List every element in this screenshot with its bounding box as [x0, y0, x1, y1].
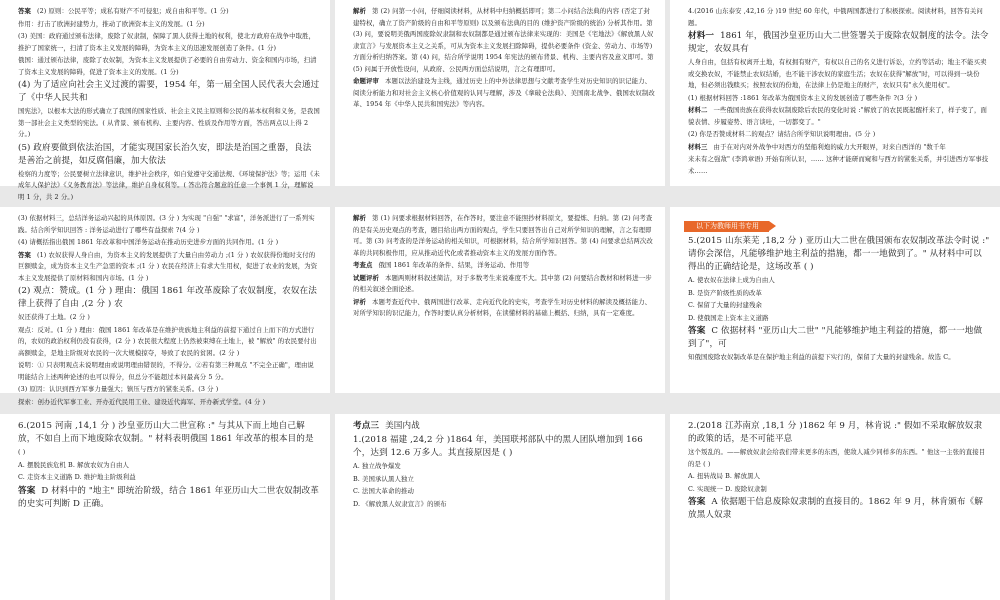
section-tag: 答案	[18, 7, 31, 15]
answer-option	[688, 484, 990, 496]
text-line	[688, 93, 990, 105]
line-text: D. 《解放黑人奴隶宣言》的颁布	[353, 499, 447, 508]
line-text: 人身自由，包括有权离开土地，有权拥有财产，有权以自己的名义进行诉讼，立约等活动；地主不能买卖或交换农奴，不能禁止农奴结婚，也不能干涉农奴的家庭生活；农奴在获得"解放"时，可以得到一块份地，但必须出钱赎买；按照农奴的份地，在法律上仍是地主的财产，农奴只有"永久使用权"。	[688, 58, 987, 89]
line-text: 由于在对内对外战争中对西方的坚船利炮的威力大开眼界，对来自西洋的 "数千年	[713, 142, 946, 151]
section-tag: 答案	[18, 485, 36, 496]
page-panel-1	[0, 0, 330, 201]
line-text: 说明：① 只表明观点未说明理由或说明理由错误的，不得分。②若有第三种观点 "不完全正确"，理由说明能结合上述两种论述的也可以得分，但总分不能超过本问最高分 5 分。	[18, 361, 314, 381]
line-text: 检察的力度等；公民要树立法律意识，维护社会秩序，如自觉遵守交通法规、《环境保护法》等；运用《未成年人保护法》《义务教育法》等法律，维护自身权利等。( 答出符合题意的任意一个事例 1 分，理解说明 1 分，共 2 分。)	[18, 169, 320, 201]
text-line	[18, 285, 320, 311]
line-text: ( )	[18, 448, 26, 456]
text-line	[18, 55, 320, 78]
section-tag: 答案	[18, 250, 31, 259]
text-line	[688, 129, 990, 141]
text-line	[353, 213, 655, 259]
section-tag: 解析	[353, 7, 366, 15]
text-line	[353, 76, 655, 111]
section-tag: 答案	[688, 497, 706, 507]
answer-option	[688, 300, 990, 312]
line-text: (5) 政府要做到依法治国，才能实现国家长治久安，即法是治国之重器，良法是善治之前提，如反腐倡廉，加大依法	[18, 142, 312, 166]
page-panel-7	[0, 414, 330, 600]
line-text: C. 保留了大量的封建残余	[688, 301, 762, 309]
section-tag: 评析	[353, 297, 366, 306]
section-tag: 材料三	[688, 142, 708, 151]
answer-option	[688, 288, 990, 300]
text-line	[353, 434, 655, 460]
line-text: 观点：反对。(1 分 ) 理由：俄国 1861 年改革是在维护贵族地主利益的前提下通过自上而下的方式进行的，农奴的政治权利仍没有获得，(2 分 ) 农民很大程度上仍然被束缚在土地上，被 "解放" 的农民要付出高额赎金，是地主阶级对农民的一次大规模掠夺，导致了农民的贫困。(2 分 )	[18, 325, 317, 357]
text-line	[353, 6, 655, 75]
page-panel-4	[0, 207, 330, 406]
text-line	[18, 447, 320, 459]
page-panel-3	[670, 0, 1000, 186]
line-text: D. 使俄国走上资本主义道路	[688, 313, 769, 322]
text-line	[688, 235, 990, 274]
page-panel-8	[335, 414, 665, 600]
line-text: 国宪法》，以根本大法的形式确立了我国的国家性质、社会主义民主原则和公民的基本权利和义务，是我国第一部社会主义类型的宪法。( 从背景、颁布机构、主要内容、性质及作用等方面，答出两点以上得 2 分。)	[18, 107, 320, 138]
line-text: 一些俄国贵族在获得农奴制废除后农民的变化时说 :"解放了的农民既起醒杆来了，样子变了，面貌表情、步履姿势、语言谈吐，一切都变了。"	[688, 106, 988, 126]
text-line	[18, 142, 320, 168]
line-text: (3) 原因：认识到西方军事力量强大；镇压与西方的紧张关系。(3 分 )	[18, 385, 219, 393]
text-line	[353, 297, 655, 320]
line-text: (2) 你是否赞成材料二的观点？请结合所学知识说明理由。(5 分 )	[688, 130, 876, 138]
text-line	[18, 360, 320, 383]
answer-option	[353, 461, 655, 473]
line-text: B. 是资产阶级性质的改革	[688, 288, 762, 297]
text-line	[688, 105, 990, 128]
text-line	[18, 31, 320, 54]
text-line	[688, 496, 990, 522]
line-text: 第 (2) 问第一小问，仔细阅读材料，从材料中归纳概括即可；第二小问结合法典的内容 (否定了封建特权，确立了资产阶级的自由和平等原则) 以及颁布法典的目的 (维护资产阶级的统治) 分析其作用。第 (3) 问，要说明美俄两国废除奴隶制和农奴制都是通过颁布法律来实现的：美国是《宅地法》《解放黑人奴隶宣言》与发展资本主义之关系，可从为资本主义发展扫除障碍，提供必要条件 (资金、劳动力、市场等) 方面分析归纳答案。第 (4) 问，结合所学说明 1954 年宪法的颁布背景、机构、主要内容及意义即可。第 (5) 问属于开放性设问，从政府、公民两方面总结说明，言之有理即可。	[353, 7, 654, 73]
line-text: 本题以法治建设为主线，通过历史上的中外法律思想与文献考查学生对历史知识的识记能力、阅读分析能力和对社会主义核心价值观的认同与理解，涉及《拿破仑法典》、美国南北战争、俄国农奴制改革、1954 年《中华人民共和国宪法》等内容。	[353, 77, 655, 108]
line-text: 作用：打击了欧洲封建势力，推动了欧洲资本主义的发展。(1 分)	[18, 19, 205, 28]
line-text: C. 法国大革命的推动	[353, 487, 414, 495]
text-line	[688, 352, 990, 364]
text-line	[18, 79, 320, 105]
line-text: 4.(2016 山东泰安 ,42,16 分 )19 世纪 60 年代，中俄两国都进行了积极探索。阅读材料，回答有关问题。	[688, 7, 983, 27]
line-text: D 材料中的 "地主" 即统治阶级，结合 1861 年亚历山大二世农奴制改革的史实可判断 D 正确。	[18, 485, 319, 509]
section-tag: 考查点	[353, 261, 373, 269]
section-tag: 解析	[353, 214, 366, 222]
line-text: A 依据题干信息废除奴隶制的直接目的。1862 年 9 月，林肯颁布《解放黑人奴隶	[688, 497, 983, 520]
line-text: 俄国 1861 年改革的条件、结果，洋务运动、作用等	[378, 261, 530, 269]
line-text: 1.(2018 福建 ,24,2 分 )1864 年，美国联邦部队中的黑人团队增加到 166 个，达到 12.6 万多人。其直接原因是 ( )	[353, 435, 643, 458]
text-line	[18, 106, 320, 141]
text-line	[688, 30, 990, 56]
line-text: 这个叛乱的。——解放奴隶会给我们带来更多的东西，使敌人减少同样多的东西。" 他这一主张的直接目的是 ( )	[688, 448, 986, 468]
answer-option	[353, 486, 655, 498]
line-text: 俄国：通过颁布法律，废除了农奴制，为资本主义发展提供了必要的自由劳动力、资金和国内市场，扫清了资本主义发展的障碍，促进了资本主义的发展。(1 分)	[18, 56, 317, 76]
line-text: 探索：创办近代军事工业、开办近代民用工业、建设近代海军、开办新式学堂。(4 分 )	[18, 397, 266, 406]
line-text: (1) 农奴获得人身自由，为资本主义的发展提供了大量自由劳动力 ;(1 分 ) 农奴获得份地时支付的巨额赎金，成为资本主义生产急需的资本 ;(1 分 ) 农民在经济上有求大生用权，促进了农业的发展，为资本主义发展提供了原材料和国内市场。(1 分 )	[18, 250, 318, 282]
line-text: (2) 原则：公民平等；成私有财产不可侵犯；成自由和平等。(1 分)	[36, 7, 229, 15]
line-text: A. 扭转战局 B. 解放黑人	[688, 472, 761, 480]
text-line	[688, 420, 990, 446]
line-text: A. 摆脱民族危机 B. 解放农奴为自由人	[18, 460, 130, 469]
text-line	[18, 237, 320, 249]
text-line	[688, 447, 990, 470]
answer-option	[18, 460, 320, 472]
section-tag: 材料一	[688, 31, 715, 41]
text-line	[18, 213, 320, 236]
text-line	[18, 19, 320, 31]
text-line	[18, 169, 320, 204]
text-line	[353, 273, 655, 296]
line-text: 第 (1) 问要求根据材料回答，在作答时，要注意不能照抄材料原文，要提炼、归纳。第 (2) 问考查的是有关历史观点的考查，题目给出两方面的观点，学生只要回答出自己对所学知识的理解，言之有理即可。第 (3) 问考查的是洋务运动的相关知识，可根据材料，结合所学知识回答。第 (4) 问要求总结两次改革的共同积极作用，应从推动近代化或者推动资本主义的发展方面作答。	[353, 214, 653, 257]
text-line	[18, 312, 320, 324]
line-text: (3) 美国：政府通过颁布法律，废除了奴隶制，保障了黑人获得土地的权利，使北方政府在战争中取胜，推护了国家统一，扫清了资本主义发展的障碍，为资本主义的迅速发展创造了条件。(1 分)	[18, 32, 316, 52]
page-panel-2	[335, 0, 665, 186]
section-tag: 命题评审	[353, 77, 379, 85]
text-line	[688, 57, 990, 92]
answer-option	[353, 474, 655, 486]
line-text: (1) 根据材料回答 :1861 年改革为俄国资本主义的发展创造了哪些条件 ?(3 分 )	[688, 93, 918, 102]
text-line	[688, 325, 990, 351]
page-panel-6	[670, 207, 1000, 393]
line-text: C. 走资本主义道路 D. 维护地主阶级利益	[18, 473, 136, 481]
section-tag: 材料二	[688, 106, 708, 114]
text-line	[688, 142, 990, 154]
text-line	[688, 154, 990, 177]
teacher-only-banner: 以下为教师用书专用	[684, 221, 769, 232]
line-text: 5.(2015 山东莱芜 ,18,2 分 ) 亚历山大二世在俄国颁布农奴制改革法令时说 :" 请你会深信，凡能够维护地主利益的措施，都一一地做到了。" 从材料中可以得出的正确结论是，这场改革 ( )	[688, 236, 990, 272]
text-line	[18, 6, 320, 18]
text-line	[353, 260, 655, 272]
answer-option	[688, 275, 990, 287]
answer-option	[688, 313, 990, 325]
line-text: 6.(2015 河南 ,14,1 分 ) 沙皇亚历山大二世宣称 :" 与其从下而上地自己解放，不如自上而下地废除农奴制。" 材料表明俄国 1861 年改革的根本目的是	[18, 421, 314, 444]
line-text: A. 独立战争爆发	[353, 462, 401, 470]
section-tag: 考点三	[353, 421, 380, 431]
line-text: B. 美国承认黑人独立	[353, 474, 414, 483]
line-text: C. 实现统一 D. 废除奴隶制	[688, 484, 767, 493]
line-text: 美国内战	[385, 421, 420, 431]
text-line	[18, 485, 320, 511]
section-tag: 答案	[688, 326, 706, 336]
line-text: (4) 请概括指出俄国 1861 年改革和中国洋务运动在推动历史进步方面的共同作用。(1 分 )	[18, 238, 279, 246]
line-text: 2.(2018 江苏南京 ,18,1 分 )1862 年 9 月，林肯说 :" 假如不采取解放奴隶的政策的话，是不可能平息	[688, 421, 983, 444]
line-text: 本题考查近代中、俄两国进行改革、走向近代化的史实，考查学生对历史材料的解读及概括能力、对所学知识的识记能力，作答时要认真分析材料，在读懂材料的基础上概括、归纳，具有一定难度。	[353, 297, 652, 317]
text-line	[353, 420, 655, 433]
line-text: 1861 年，俄国沙皇亚历山大二世签署关于废除农奴制度的法令。法令规定，农奴具有	[688, 31, 989, 54]
text-line	[18, 250, 320, 285]
answer-option	[353, 499, 655, 511]
line-text: 知俄国废除农奴制改革是在保护地主利益的前提下实行的，保留了大量的封建残余。故选 C。	[688, 353, 955, 361]
page-panel-9	[670, 414, 1000, 600]
line-text: (2) 观点：赞成。(1 分 ) 理由：俄国 1861 年改革废除了农奴制度，农奴在法律上获得了自由 ,(2 分 ) 农	[18, 286, 317, 309]
text-line	[18, 397, 320, 409]
line-text: (4) 为了适应向社会主义过渡的需要，1954 年，第一届全国人民代表大会通过了《中华人民共和	[18, 80, 320, 103]
text-line	[688, 6, 990, 29]
line-text: C 依据材料 "亚历山大二世" "凡能够维护地主利益的措施，都一一地做到了"，可	[688, 326, 983, 349]
line-text: 本题两则材料叙述简洁，对于多数考生来说难度不大。其中第 (2) 问要结合教材和材料进一步的相关叙述全面论述。	[353, 273, 652, 293]
text-line	[18, 325, 320, 360]
line-text: A. 使农奴在法律上成为自由人	[688, 276, 775, 284]
answer-option	[688, 471, 990, 483]
page-panel-5	[335, 207, 665, 393]
text-line	[18, 384, 320, 396]
text-line	[18, 420, 320, 446]
line-text: 来未有之强敌" (李鸿章语) 开始有所认识，…… 这种才能研而窥和与西方的紧张关系，并引进西方军事技术……	[688, 155, 989, 175]
line-text: 奴还获得了土地。(2 分 )	[18, 313, 91, 321]
section-tag: 试题评析	[353, 273, 379, 282]
line-text: (3) 依据材料三，总结洋务运动兴起的具体原因。(3 分 ) 为实现 "自强" "求富"，洋务派进行了一系列实践。结合所学知识回答 : 洋务运动进行了哪些有益探索 ?(4 分 )	[18, 214, 315, 234]
answer-option	[18, 472, 320, 484]
